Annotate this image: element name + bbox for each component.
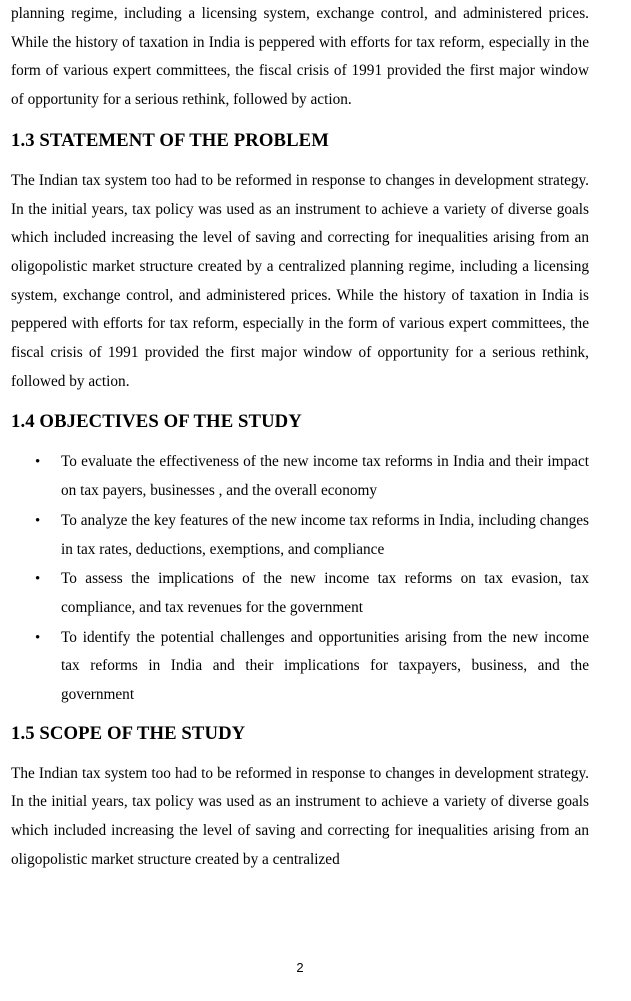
- scope-paragraph: The Indian tax system too had to be reformed in response to changes in development strategy. In the initial years, tax policy was used as an instrument to achieve a variety of diverse goals which included increasing the level of saving and correcting for inequalities arising from an oligopolistic market structure created by a centralized: [11, 764, 589, 868]
- section-heading-objectives: 1.4 OBJECTIVES OF THE STUDY: [11, 411, 302, 433]
- objective-item: [11, 448, 589, 505]
- page-number: 2: [296, 960, 304, 975]
- objective-item: [11, 507, 589, 564]
- objective-text: To evaluate the effectiveness of the new income tax reforms in India and their impact on tax payers, businesses , and the overall economy: [61, 453, 589, 500]
- section-heading-statement-of-problem: 1.3 STATEMENT OF THE PROBLEM: [11, 129, 329, 151]
- bullet-icon: •: [35, 629, 41, 646]
- bullet-icon: •: [35, 454, 41, 471]
- document-page: [11, 0, 589, 875]
- objectives-list: [11, 448, 589, 709]
- objective-item: [11, 565, 589, 622]
- intro-paragraph: planning regime, including a licensing system, exchange control, and administered prices. While the history of taxation in India is peppered with efforts for tax reform, especially in the form of various expert committees, the fiscal crisis of 1991 provided the first major window of opportunity for a serious rethink, followed by action.: [11, 5, 589, 109]
- objective-text: To identify the potential challenges and opportunities arising from the new income tax reforms in India and their implications for taxpayers, business, and the government: [61, 628, 589, 704]
- objective-item: [11, 624, 589, 710]
- objective-text: To assess the implications of the new income tax reforms on tax evasion, tax compliance, and tax revenues for the government: [61, 570, 589, 616]
- objective-text: To analyze the key features of the new income tax reforms in India, including changes in tax rates, deductions, exemptions, and compliance: [61, 511, 589, 558]
- section-heading-scope: 1.5 SCOPE OF THE STUDY: [11, 722, 246, 744]
- bullet-icon: •: [35, 512, 41, 529]
- statement-of-problem-paragraph: The Indian tax system too had to be reformed in response to changes in development strategy. In the initial years, tax policy was used as an instrument to achieve a variety of diverse goals which included increasing the level of saving and correcting for inequalities arising from an oligopolistic market structure created by a centralized planning regime, including a licensing system, exchange control, and administered prices. While the history of taxation in India is peppered with efforts for tax reform, especially in the form of various expert committees, the fiscal crisis of 1991 provided the first major window of opportunity for a serious rethink, followed by action.: [11, 171, 589, 390]
- bullet-icon: •: [35, 571, 41, 588]
